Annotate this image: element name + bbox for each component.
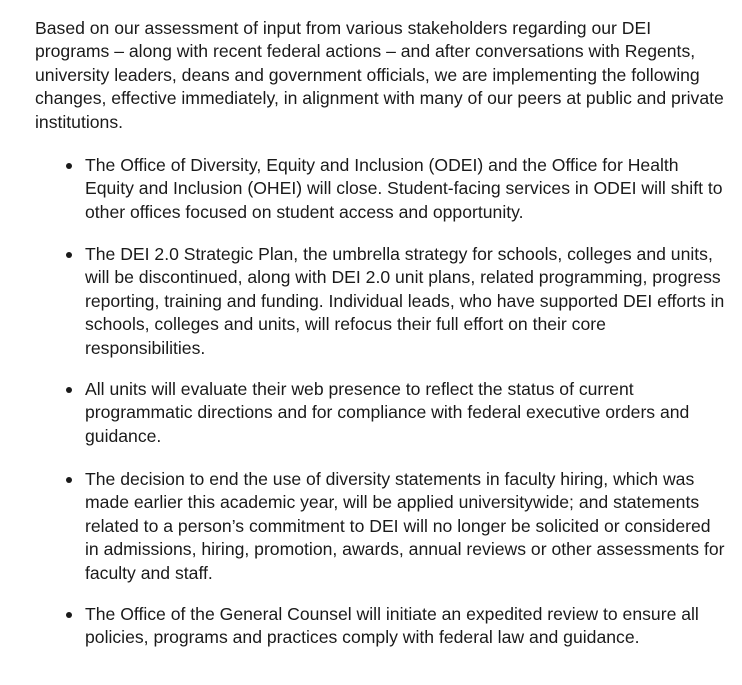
bullet-icon	[66, 612, 72, 618]
list-item-text: The decision to end the use of diversity statements in faculty hiring, which was made earlier this academic year, will be applied universitywide; and statements related to a person’s commitment to DEI will no longer be solicited or considered in admissions, hiring, promotion, awards, annual reviews or other assessments for faculty and staff.	[85, 469, 725, 583]
list-item-text: All units will evaluate their web presence to reflect the status of current programmatic directions and for compliance with federal executive orders and guidance.	[85, 379, 690, 446]
list-item	[85, 468, 725, 585]
bullet-icon	[66, 477, 72, 483]
list-item-text: The Office of the General Counsel will initiate an expedited review to ensure all policies, programs and practices comply with federal law and guidance.	[85, 604, 699, 648]
intro-paragraph: Based on our assessment of input from various stakeholders regarding our DEI programs – along with recent federal actions – and after conversations with Regents, university leaders, deans and government officials, we are implementing the following changes, effective immediately, in alignment with many of our peers at public and private institutions.	[35, 18, 724, 132]
list-item	[85, 603, 725, 650]
list-item-text: The Office of Diversity, Equity and Inclusion (ODEI) and the Office for Health Equity and Inclusion (OHEI) will close. Student-facing services in ODEI will shift to other offices focused on student access and opportunity.	[85, 155, 723, 222]
list-item-text: The DEI 2.0 Strategic Plan, the umbrella strategy for schools, colleges and units, will be discontinued, along with DEI 2.0 unit plans, related programming, progress reporting, training and funding. Individual leads, who have supported DEI efforts in schools, colleges and units, will refocus their full effort on their core responsibilities.	[85, 244, 725, 358]
list-item	[85, 243, 725, 360]
list-item	[85, 154, 725, 224]
bullet-icon	[66, 387, 72, 393]
list-item	[85, 378, 725, 448]
bullet-icon	[66, 163, 72, 169]
bullet-icon	[66, 252, 72, 258]
